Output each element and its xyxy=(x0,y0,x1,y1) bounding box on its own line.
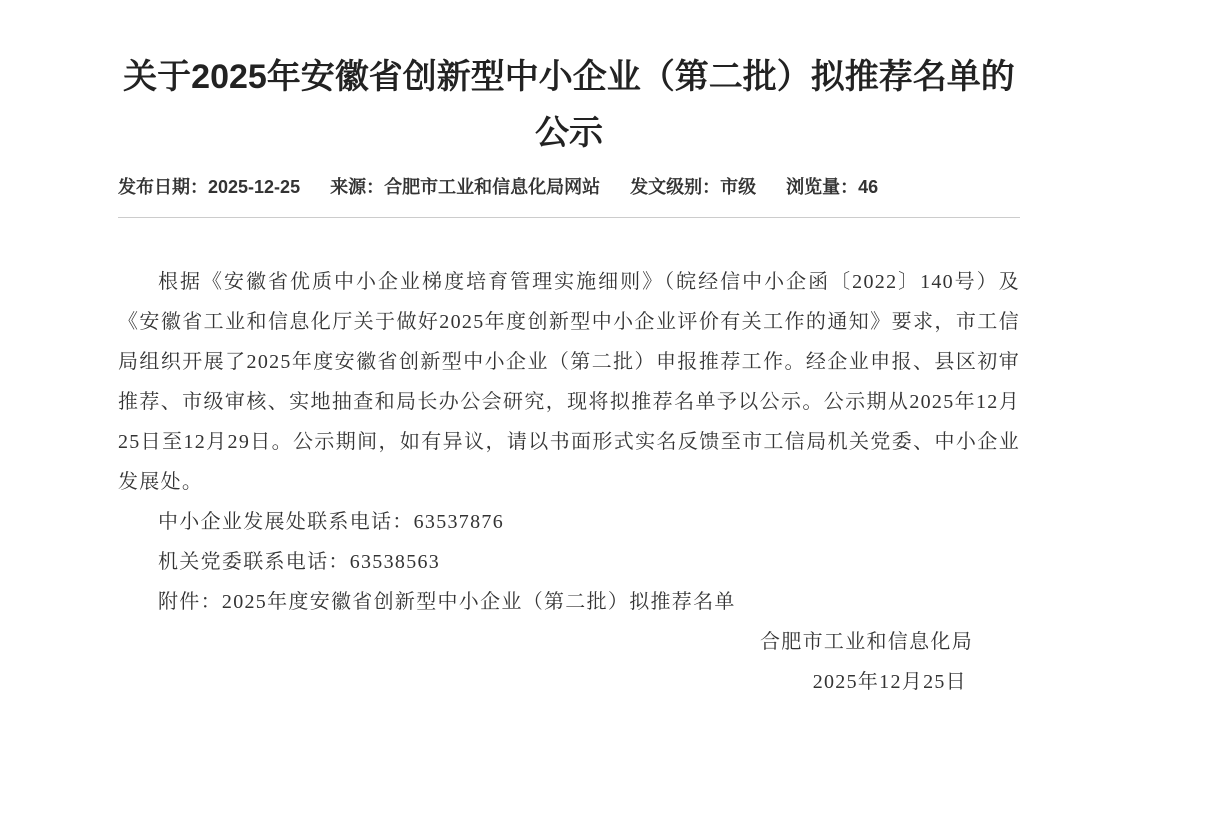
attachment-link[interactable] xyxy=(118,582,1020,622)
meta-row xyxy=(118,177,1020,197)
body-paragraph: 根据《安徽省优质中小企业梯度培育管理实施细则》（皖经信中小企函〔2022〕140号）及《安徽省工业和信息化厅关于做好2025年度创新型中小企业评价有关工作的通知》要求，市工信局组织开展了2025年度安徽省创新型中小企业（第二批）申报推荐工作。经企业申报、县区初审推荐、市级审核、实地抽查和局长办公会研究，现将拟推荐名单予以公示。公示期从2025年12月25日至12月29日。公示期间，如有异议，请以书面形式实名反馈至市工信局机关党委、中小企业发展处。 xyxy=(118,271,1020,493)
view-count-value: 46 xyxy=(858,177,879,197)
document-body xyxy=(118,262,1020,702)
contact-line-dev xyxy=(118,502,1020,542)
attachment-label: 附件： xyxy=(158,591,222,613)
contact-line-party xyxy=(118,542,1020,582)
document-content xyxy=(118,0,1020,702)
contact-dev-label: 中小企业发展处联系电话： xyxy=(158,511,414,533)
doc-level-label: 发文级别： xyxy=(630,177,721,197)
contact-dev-phone: 63537876 xyxy=(413,511,505,533)
source-label: 来源： xyxy=(330,177,385,197)
attachment-name: 2025年度安徽省创新型中小企业（第二批）拟推荐名单 xyxy=(221,591,736,613)
doc-level-value: 市级 xyxy=(720,177,757,197)
page-title: 关于2025年安徽省创新型中小企业（第二批）拟推荐名单的公示 xyxy=(123,58,1015,152)
doc-level xyxy=(630,177,756,197)
contact-party-label: 机关党委联系电话： xyxy=(158,551,350,573)
source xyxy=(330,177,600,197)
contact-party-phone: 63538563 xyxy=(349,551,441,573)
publish-date xyxy=(118,177,300,197)
publish-date-label: 发布日期： xyxy=(118,177,208,197)
divider xyxy=(118,217,1020,218)
publish-date-value: 2025-12-25 xyxy=(208,177,301,197)
view-count-label: 浏览量： xyxy=(786,177,859,197)
source-value: 合肥市工业和信息化局网站 xyxy=(384,177,601,197)
view-count xyxy=(786,177,878,197)
signature-date: 2025年12月25日 xyxy=(812,671,967,693)
signature-org: 合肥市工业和信息化局 xyxy=(760,631,973,653)
